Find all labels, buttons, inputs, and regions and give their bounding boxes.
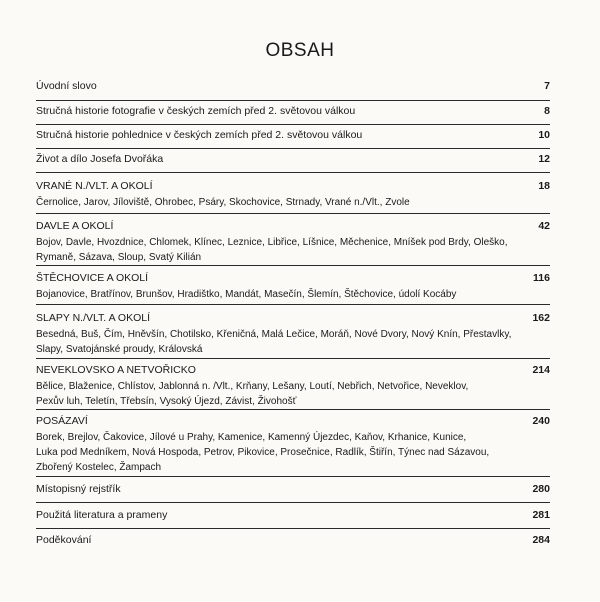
entry-title: Úvodní slovo	[36, 80, 97, 92]
place-line: Besedná, Buš, Čím, Hněvšín, Chotilsko, Křeničná, Malá Lečice, Moráň, Nové Dvory, Nový Knín, Přestavlky,	[36, 329, 512, 340]
entry-title: Použitá literatura a prameny	[36, 509, 168, 521]
toc-entry-davle[interactable]	[36, 220, 550, 265]
toc-entry-historie-fotografie[interactable]	[36, 105, 550, 118]
place-line: Luka pod Medníkem, Nová Hospoda, Petrov, Pikovice, Prosečnice, Radlík, Štiřín, Týnec nad Sázavou,	[36, 447, 490, 458]
place-list	[36, 379, 550, 409]
entry-page: 280	[532, 483, 550, 495]
toc-entry-mistopisny-rejstrik[interactable]	[36, 483, 550, 496]
entry-title: SLAPY N./VLT. A OKOLÍ	[36, 312, 151, 324]
entry-title: NEVEKLOVSKO A NETVOŘICKO	[36, 364, 196, 376]
toc-entry-pouzita-literatura[interactable]	[36, 509, 550, 522]
toc-entry-podekovani[interactable]	[36, 534, 550, 547]
divider	[36, 528, 550, 529]
entry-page: 162	[532, 312, 550, 324]
entry-title: Poděkování	[36, 534, 92, 546]
divider	[36, 502, 550, 503]
place-list	[36, 235, 550, 265]
divider	[36, 304, 550, 305]
entry-page: 7	[544, 80, 550, 92]
toc-entry-posazavi[interactable]	[36, 415, 550, 475]
divider	[36, 265, 550, 266]
divider	[36, 213, 550, 214]
toc-entry-zivot-a-dilo[interactable]	[36, 153, 550, 166]
divider	[36, 358, 550, 359]
page-title: OBSAH	[265, 40, 335, 61]
entry-page: 8	[544, 105, 550, 117]
entry-title: ŠTĚCHOVICE A OKOLÍ	[36, 272, 149, 284]
divider	[36, 100, 550, 101]
place-line: Bojanovice, Bratřínov, Brunšov, Hradištko, Mandát, Masečín, Šlemín, Štěchovice, údolí Kocáby	[36, 289, 457, 300]
divider	[36, 476, 550, 477]
entry-page: 214	[532, 364, 550, 376]
place-line: Bělice, Blaženice, Chlístov, Jablonná n. /Vlt., Krňany, Lešany, Loutí, Nebřich, Netvořice, Neveklov,	[36, 381, 469, 392]
toc-entry-stechovice[interactable]	[36, 272, 550, 302]
toc-entry-uvodni-slovo[interactable]	[36, 80, 550, 93]
place-line: Pexův luh, Teletín, Třebsín, Vysoký Újezd, Závist, Živohošť	[36, 396, 297, 407]
toc-entry-neveklovsko[interactable]	[36, 364, 550, 409]
entry-title: Život a dílo Josefa Dvořáka	[36, 153, 164, 165]
entry-page: 284	[532, 534, 550, 546]
entry-title: Stručná historie pohlednice v českých zemích před 2. světovou válkou	[36, 129, 363, 141]
entry-title: DAVLE A OKOLÍ	[36, 220, 114, 232]
place-list	[36, 327, 550, 357]
entry-page: 240	[532, 415, 550, 427]
place-line: Rymaně, Sázava, Sloup, Svatý Kilián	[36, 252, 202, 263]
toc-entry-slapy[interactable]	[36, 312, 550, 357]
place-line: Černolice, Jarov, Jíloviště, Ohrobec, Psáry, Skochovice, Strnady, Vrané n./Vlt., Zvole	[36, 197, 410, 208]
entry-title: Místopisný rejstřík	[36, 483, 121, 495]
entry-page: 10	[538, 129, 550, 141]
entry-page: 281	[532, 509, 550, 521]
entry-page: 42	[538, 220, 550, 232]
toc-entry-vrane[interactable]	[36, 180, 550, 210]
place-list	[36, 287, 550, 302]
entry-title: VRANÉ N./VLT. A OKOLÍ	[36, 180, 153, 192]
entry-title: Stručná historie fotografie v českých zemích před 2. světovou válkou	[36, 105, 356, 117]
place-line: Slapy, Svatojánské proudy, Královská	[36, 344, 203, 355]
place-line: Borek, Brejlov, Čakovice, Jílové u Prahy, Kamenice, Kamenný Újezdec, Kaňov, Krhanice, Kunice,	[36, 432, 467, 443]
toc-entry-historie-pohlednice[interactable]	[36, 129, 550, 142]
entry-title: POSÁZAVÍ	[36, 415, 88, 427]
divider	[36, 124, 550, 125]
entry-page: 116	[533, 272, 550, 284]
place-list	[36, 195, 550, 210]
place-line: Zbořený Kostelec, Žampach	[36, 462, 162, 473]
entry-page: 12	[538, 153, 550, 165]
place-list	[36, 430, 550, 475]
divider	[36, 409, 550, 410]
divider	[36, 172, 550, 173]
divider	[36, 148, 550, 149]
entry-page: 18	[538, 180, 550, 192]
place-line: Bojov, Davle, Hvozdnice, Chlomek, Klínec, Leznice, Libřice, Líšnice, Měchenice, Mníšek pod Brdy, Oleško,	[36, 237, 508, 248]
